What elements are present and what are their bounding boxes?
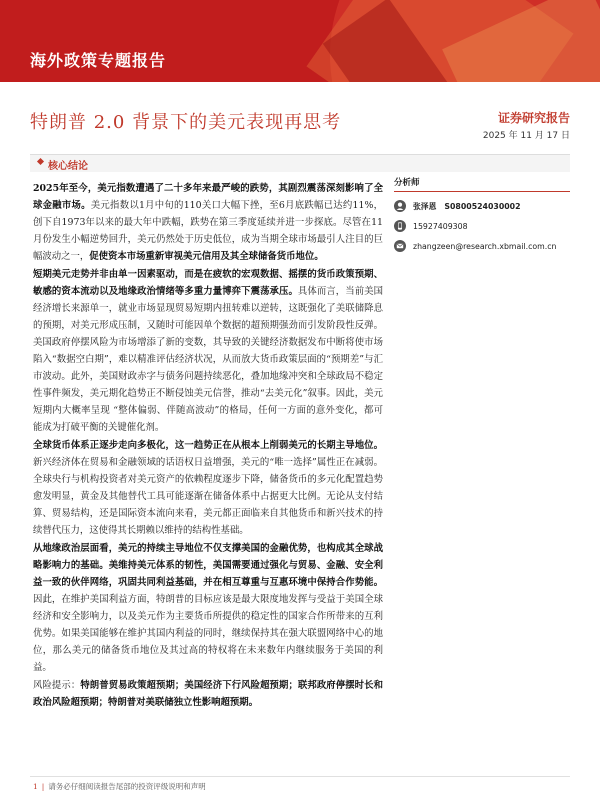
analyst-name-row [394, 200, 570, 212]
header-banner [0, 0, 600, 82]
email-icon [394, 240, 406, 252]
person-icon [394, 200, 406, 212]
analyst-cert: S0800524030002 [444, 201, 521, 211]
footer-notice: 请务必仔细阅读报告尾部的投资评级说明和声明 [48, 782, 206, 791]
paragraph-4-text: 因此，在维护美国利益方面，特朗普的目标应该是最大限度地发挥与受益于美国全球经济和安全影响力，以及美元作为主要货币所提供的稳定性的国家合作所带来的互利优势。如果美国能够在维护其国内利益的同时，继续保持其在强大联盟网络中心的地位，那么美元的储备货币地位及其过高的特权将在未来数年内继续服务于美国的利益。 [33, 594, 383, 673]
paragraph-1-lead: 2025年至今，美元指数遭遇了二十多年来最严峻的跌势，其剧烈震荡深刻影响了全球金融市场。 [33, 183, 383, 211]
page-number: 1 [33, 782, 38, 791]
paragraph-1-conclusion: 促使资本市场重新审视美元信用及其全球储备货币地位。 [89, 251, 324, 262]
paragraph-1 [33, 180, 383, 265]
analyst-email[interactable]: zhangzeen@research.xbmail.com.cn [413, 241, 557, 251]
paragraph-3-lead: 全球货币体系正逐步走向多极化，这一趋势正在从根本上削弱美元的长期主导地位。 [33, 440, 383, 451]
risk-warning [33, 677, 383, 711]
report-date: 2025 年 11 月 17 日 [482, 131, 570, 141]
paragraph-4 [33, 540, 383, 676]
risk-label: 风险提示： [33, 680, 81, 691]
analyst-info [394, 176, 570, 252]
analyst-phone: 15927409308 [413, 221, 468, 231]
analyst-name: 张泽恩 [413, 201, 437, 211]
section-header [30, 154, 570, 172]
paragraph-2 [33, 266, 383, 436]
paragraph-2-lead: 短期美元走势并非由单一因素驱动，而是在疲软的宏观数据、摇摆的货币政策预期、敏感的资本流动以及地缘政治情绪等多重力量博弈下震荡承压。 [33, 269, 383, 297]
report-title: 特朗普 2.0 背景下的美元表现再思考 [30, 112, 342, 133]
paragraph-1-text: 美元指数以1月中旬的110关口大幅下挫，至6月底跌幅已达约11%，创下自1973年以来的最大年中跌幅，跌势在第三季度延续并进一步探底。尽管在11月份发生小幅逆势回升，美元仍然处于历史低位，成为当期全球市场最引人注目的巨幅波动之一， [33, 200, 383, 262]
section-label: 核心结论 [48, 161, 88, 172]
footer-divider [30, 776, 570, 777]
analyst-heading: 分析师 [394, 176, 570, 192]
report-type: 证券研究报告 [497, 111, 570, 125]
section-bullet-icon [37, 158, 44, 165]
risk-text: 特朗普贸易政策超预期；美国经济下行风险超预期；联邦政府停摆时长和政治风险超预期；特朗普对美联储独立性影响超预期。 [33, 680, 383, 708]
core-conclusion-body [33, 180, 383, 712]
paragraph-3 [33, 437, 383, 539]
paragraph-4-lead: 从地缘政治层面看，美元的持续主导地位不仅支撑美国的金融优势，也构成其全球战略影响力的基础。美维持美元体系的韧性，美国需要通过强化与贸易、金融、安全利益一致的伙伴网络，巩固共同利益基础，并在相互尊重与互惠环境中保持合作势能。 [33, 543, 383, 588]
footer [33, 781, 206, 792]
analyst-phone-row [394, 220, 570, 232]
paragraph-3-text: 新兴经济体在贸易和金融领域的话语权日益增强，美元的“唯一选择”属性正在减弱。全球央行与机构投资者对美元资产的依赖程度逐步下降，储备货币的多元化配置趋势愈发明显，黄金及其他替代工具可能逐渐在储备体系中占据更大比例。无论从支付结算、贸易结构，还是国际资本流向来看，美元都正面临来自其他货币和新兴技术的持续替代压力，这使得其长期赖以维持的结构性基础。 [33, 457, 383, 536]
phone-icon [394, 220, 406, 232]
banner-title: 海外政策专题报告 [30, 51, 167, 70]
paragraph-2-text: 具体而言，当前美国经济增长来源单一，就业市场显现贸易短期内扭转难以逆转，这既强化了美联储降息的预期，对美元形成压制，又随时可能因单个数据的超预期强劲而引发阶段性反弹。美国政府停摆风险为市场增添了新的变数，其导致的关键经济数据发布中断将使市场陷入“数据空白期”，难以精准评估经济状况，从而放大货币政策层面的“预期差”与汇市波动。此外，美国财政赤字与债务问题持续恶化，叠加地缘冲突和全球政局不稳定性事件频发，美元期化趋势正不断侵蚀美元信誉，推动“去美元化”叙事。因此，美元短期内大概率呈现 “整体偏弱、伴随高波动”的格局，任何一方面的意外变化，都可能成为打破平衡的关键催化剂。 [33, 286, 383, 433]
footer-separator: | [41, 782, 45, 791]
analyst-email-row [394, 240, 570, 252]
